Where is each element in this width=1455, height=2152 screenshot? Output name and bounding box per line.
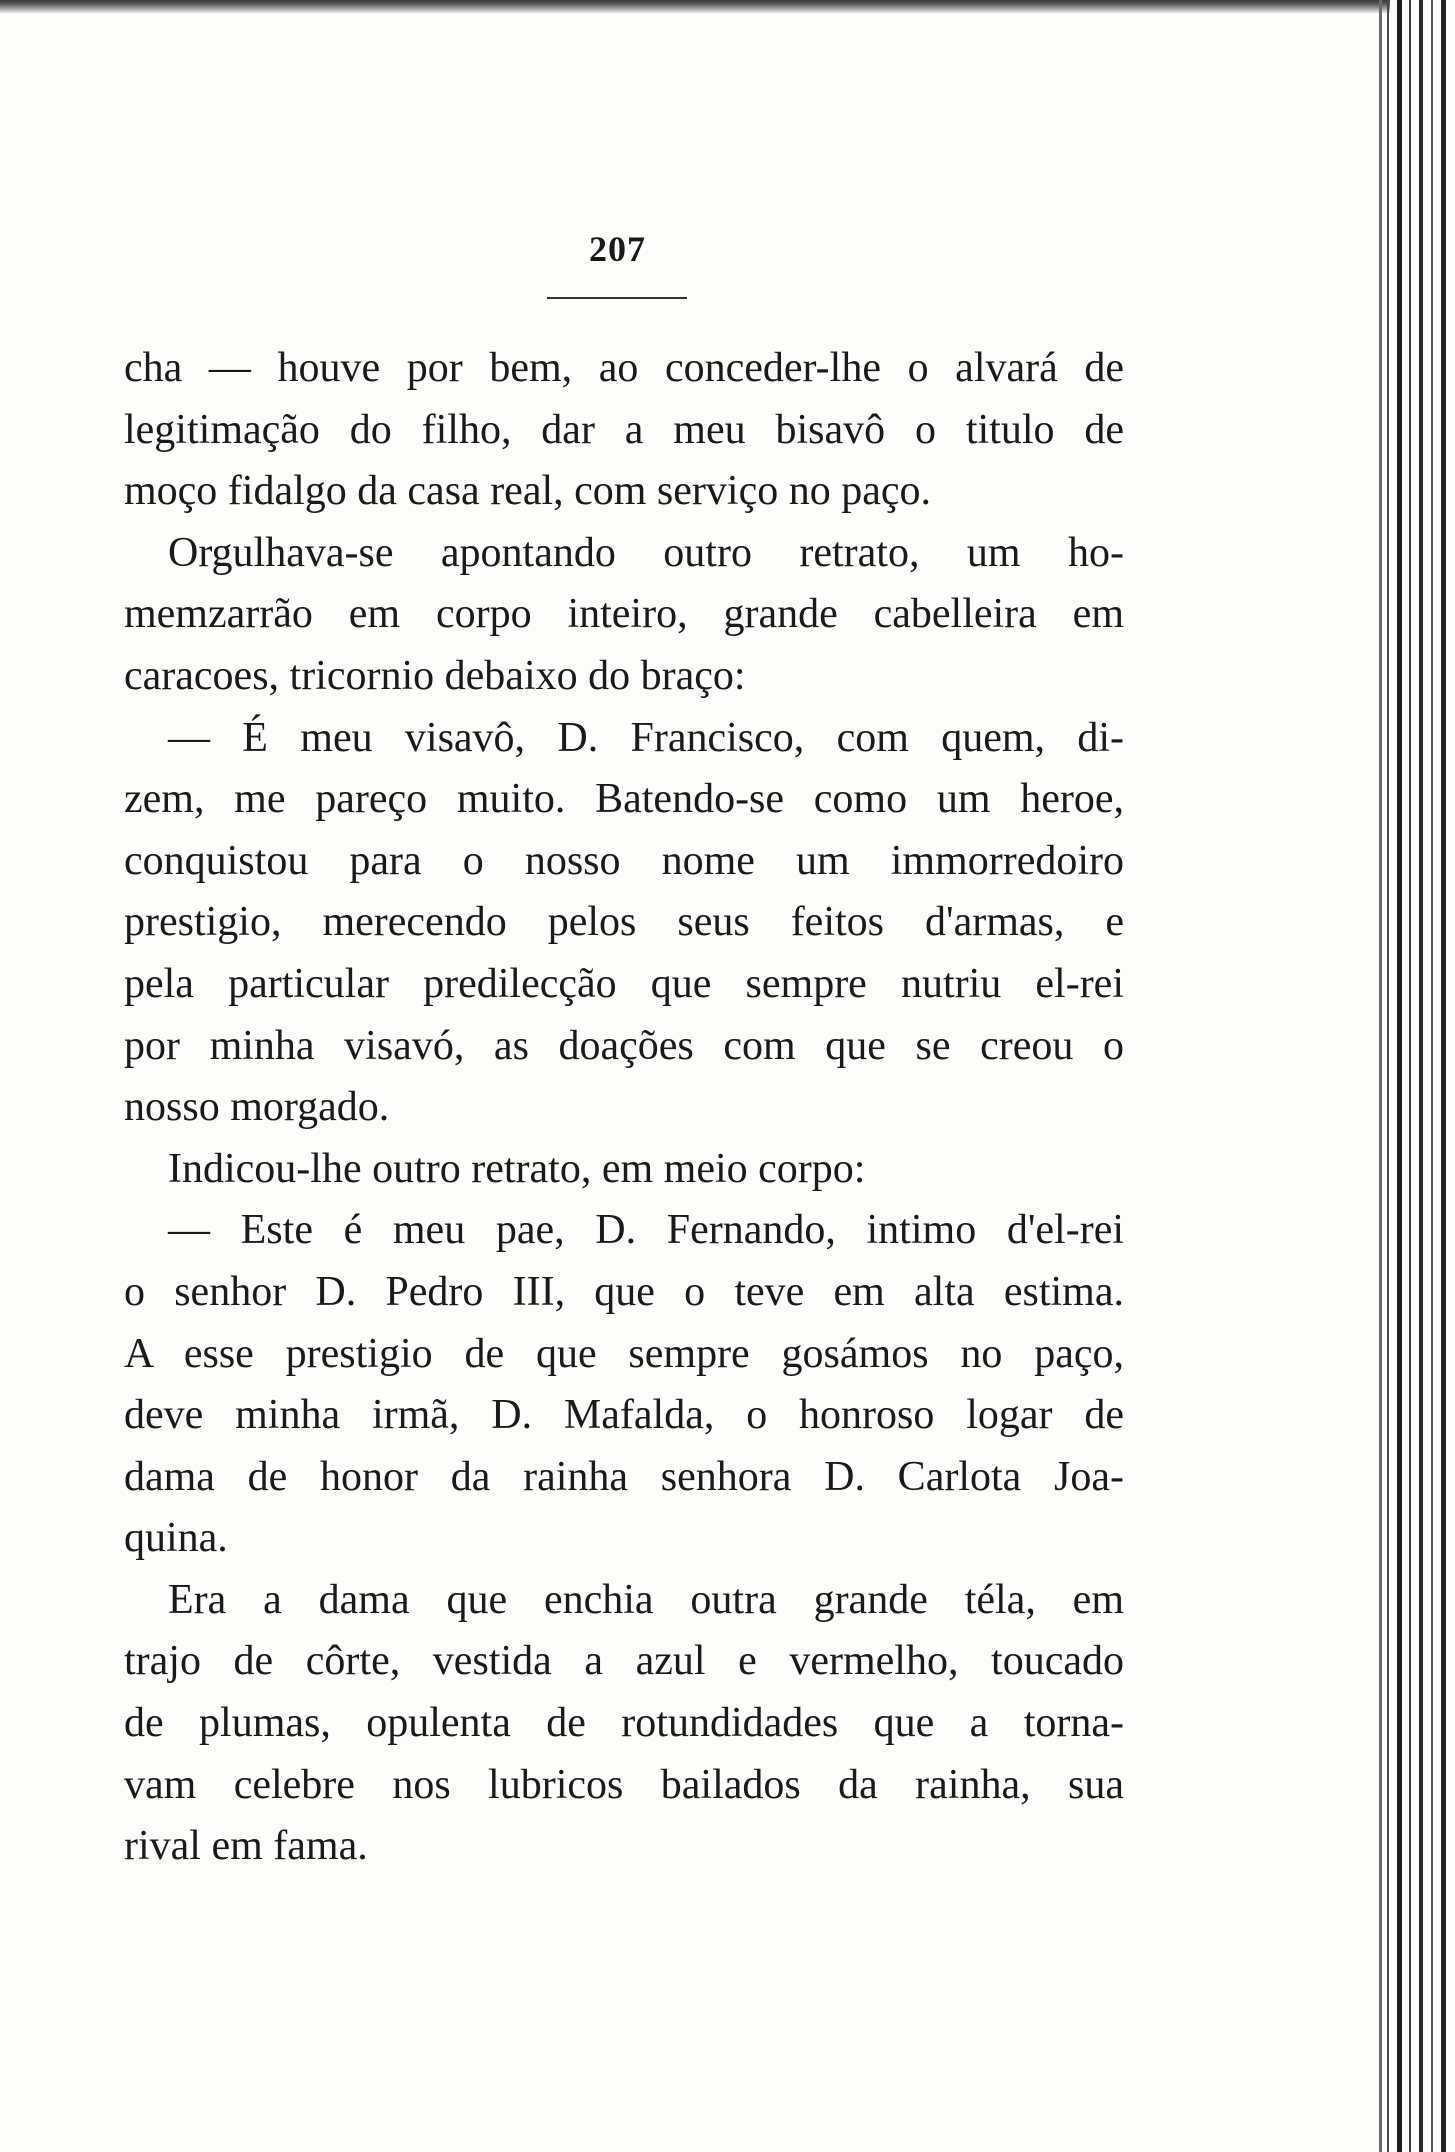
text-line: memzarrão em corpo inteiro, grande cabelleira em (124, 591, 1124, 638)
page-top-edge-shadow (0, 0, 1390, 14)
page-number: 207 (589, 229, 646, 269)
text-line: — É meu visavô, D. Francisco, com quem, di- (168, 714, 1124, 761)
gutter-line (1409, 0, 1411, 2152)
gutter-line (1419, 0, 1423, 2152)
text-line: nosso morgado. (124, 1084, 390, 1131)
text-line: moço fidalgo da casa real, com serviço no paço. (124, 468, 932, 515)
text-line: conquistou para o nosso nome um immorredoiro (124, 837, 1124, 884)
text-line: caracoes, tricornio debaixo do braço: (124, 652, 746, 699)
text-line: — Este é meu pae, D. Fernando, intimo d'el-rei (168, 1207, 1124, 1254)
text-line: quina. (124, 1515, 228, 1562)
text-line: Era a dama que enchia outra grande téla, em (168, 1576, 1124, 1623)
text-line: dama de honor da rainha senhora D. Carlota Joa- (124, 1453, 1124, 1500)
page-number-rule (547, 297, 687, 299)
body-text (124, 338, 1124, 1878)
text-line: zem, me pareço muito. Batendo-se como um heroe, (124, 776, 1124, 823)
text-line: pela particular predilecção que sempre nutriu el-rei (124, 960, 1124, 1007)
text-line: cha — houve por bem, ao conceder-lhe o alvará de (124, 345, 1124, 391)
gutter-line (1379, 0, 1382, 2152)
gutter-line (1387, 0, 1389, 2152)
gutter-line (1441, 0, 1446, 2152)
text-line: Indicou-lhe outro retrato, em meio corpo: (168, 1145, 866, 1192)
text-line: de plumas, opulenta de rotundidades que a torna- (124, 1700, 1124, 1747)
text-line: A esse prestigio de que sempre gosámos no paço, (124, 1330, 1124, 1377)
text-line: por minha visavó, as doações com que se creou o (124, 1022, 1124, 1069)
text-line: Orgulhava-se apontando outro retrato, um ho- (168, 529, 1124, 576)
text-line: rival em fama. (124, 1823, 368, 1870)
text-line: o senhor D. Pedro III, que o teve em alta estima. (124, 1268, 1124, 1315)
text-line: vam celebre nos lubricos bailados da rainha, sua (124, 1761, 1124, 1808)
text-line: legitimação do filho, dar a meu bisavô o titulo de (124, 406, 1124, 453)
book-gutter-edge (1375, 0, 1455, 2152)
text-line: deve minha irmã, D. Mafalda, o honroso logar de (124, 1392, 1124, 1439)
gutter-line (1431, 0, 1433, 2152)
gutter-line (1397, 0, 1402, 2152)
text-line: trajo de côrte, vestida a azul e vermelho, toucado (124, 1638, 1124, 1685)
text-line: prestigio, merecendo pelos seus feitos d'armas, e (124, 899, 1124, 946)
